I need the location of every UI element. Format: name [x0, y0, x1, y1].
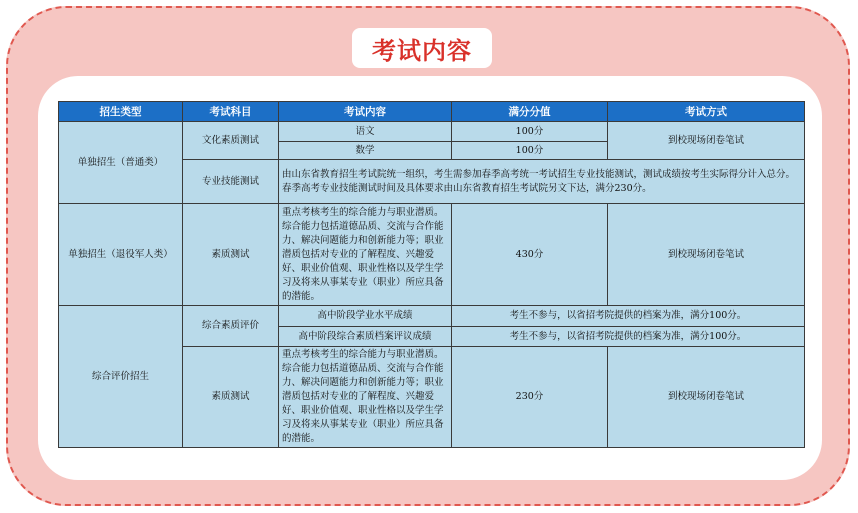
exam-table [58, 101, 805, 448]
table-row [59, 122, 805, 142]
header-subject: 考试科目 [183, 102, 279, 122]
table-row [59, 204, 805, 306]
header-score: 满分分值 [452, 102, 608, 122]
table-row [59, 306, 805, 327]
content-cell: 高中阶段学业水平成绩 [279, 306, 452, 327]
header-method: 考试方式 [608, 102, 805, 122]
score-cell: 230分 [452, 347, 608, 448]
merged-description-cell: 由山东省教育招生考试院统一组织，考生需参加春季高考统一考试招生专业技能测试，测试成绩按考生实际得分计入总分。春季高考专业技能测试时间及具体要求由山东省教育招生考试院另文下达，满分230分。 [279, 160, 805, 204]
subject-cell: 专业技能测试 [183, 160, 279, 204]
score-cell: 100分 [452, 122, 608, 142]
enrollment-type-cell: 综合评价招生 [59, 306, 183, 448]
score-cell: 100分 [452, 142, 608, 160]
content-cell: 重点考核考生的综合能力与职业潜质。综合能力包括道德品质、交流与合作能力、解决问题能力和创新能力等；职业潜质包括对专业的了解程度、兴趣爱好、职业价值观、职业性格以及学生学习及将来从事某专业（职业）所应具备的潜能。 [279, 347, 452, 448]
score-cell: 430分 [452, 204, 608, 306]
content-cell: 语文 [279, 122, 452, 142]
content-cell: 高中阶段综合素质档案评议成绩 [279, 327, 452, 347]
content-cell: 重点考核考生的综合能力与职业潜质。综合能力包括道德品质、交流与合作能力、解决问题能力和创新能力等；职业潜质包括对专业的了解程度、兴趣爱好、职业价值观、职业性格以及学生学习及将来从事某专业（职业）所应具备的潜能。 [279, 204, 452, 306]
enrollment-type-cell: 单独招生（退役军人类） [59, 204, 183, 306]
page-title: 考试内容 [372, 36, 472, 65]
method-cell: 到校现场闭卷笔试 [608, 122, 805, 160]
header-content: 考试内容 [279, 102, 452, 122]
subject-cell: 综合素质评价 [183, 306, 279, 347]
subject-cell: 素质测试 [183, 204, 279, 306]
note-cell: 考生不参与，以省招考院提供的档案为准，满分100分。 [452, 306, 805, 327]
subject-cell: 素质测试 [183, 347, 279, 448]
method-cell: 到校现场闭卷笔试 [608, 204, 805, 306]
table-header-row [59, 102, 805, 122]
note-cell: 考生不参与，以省招考院提供的档案为准，满分100分。 [452, 327, 805, 347]
subject-cell: 文化素质测试 [183, 122, 279, 160]
method-cell: 到校现场闭卷笔试 [608, 347, 805, 448]
content-cell: 数学 [279, 142, 452, 160]
header-enrollment-type: 招生类型 [59, 102, 183, 122]
title-box [352, 28, 492, 68]
enrollment-type-cell: 单独招生（普通类） [59, 122, 183, 204]
